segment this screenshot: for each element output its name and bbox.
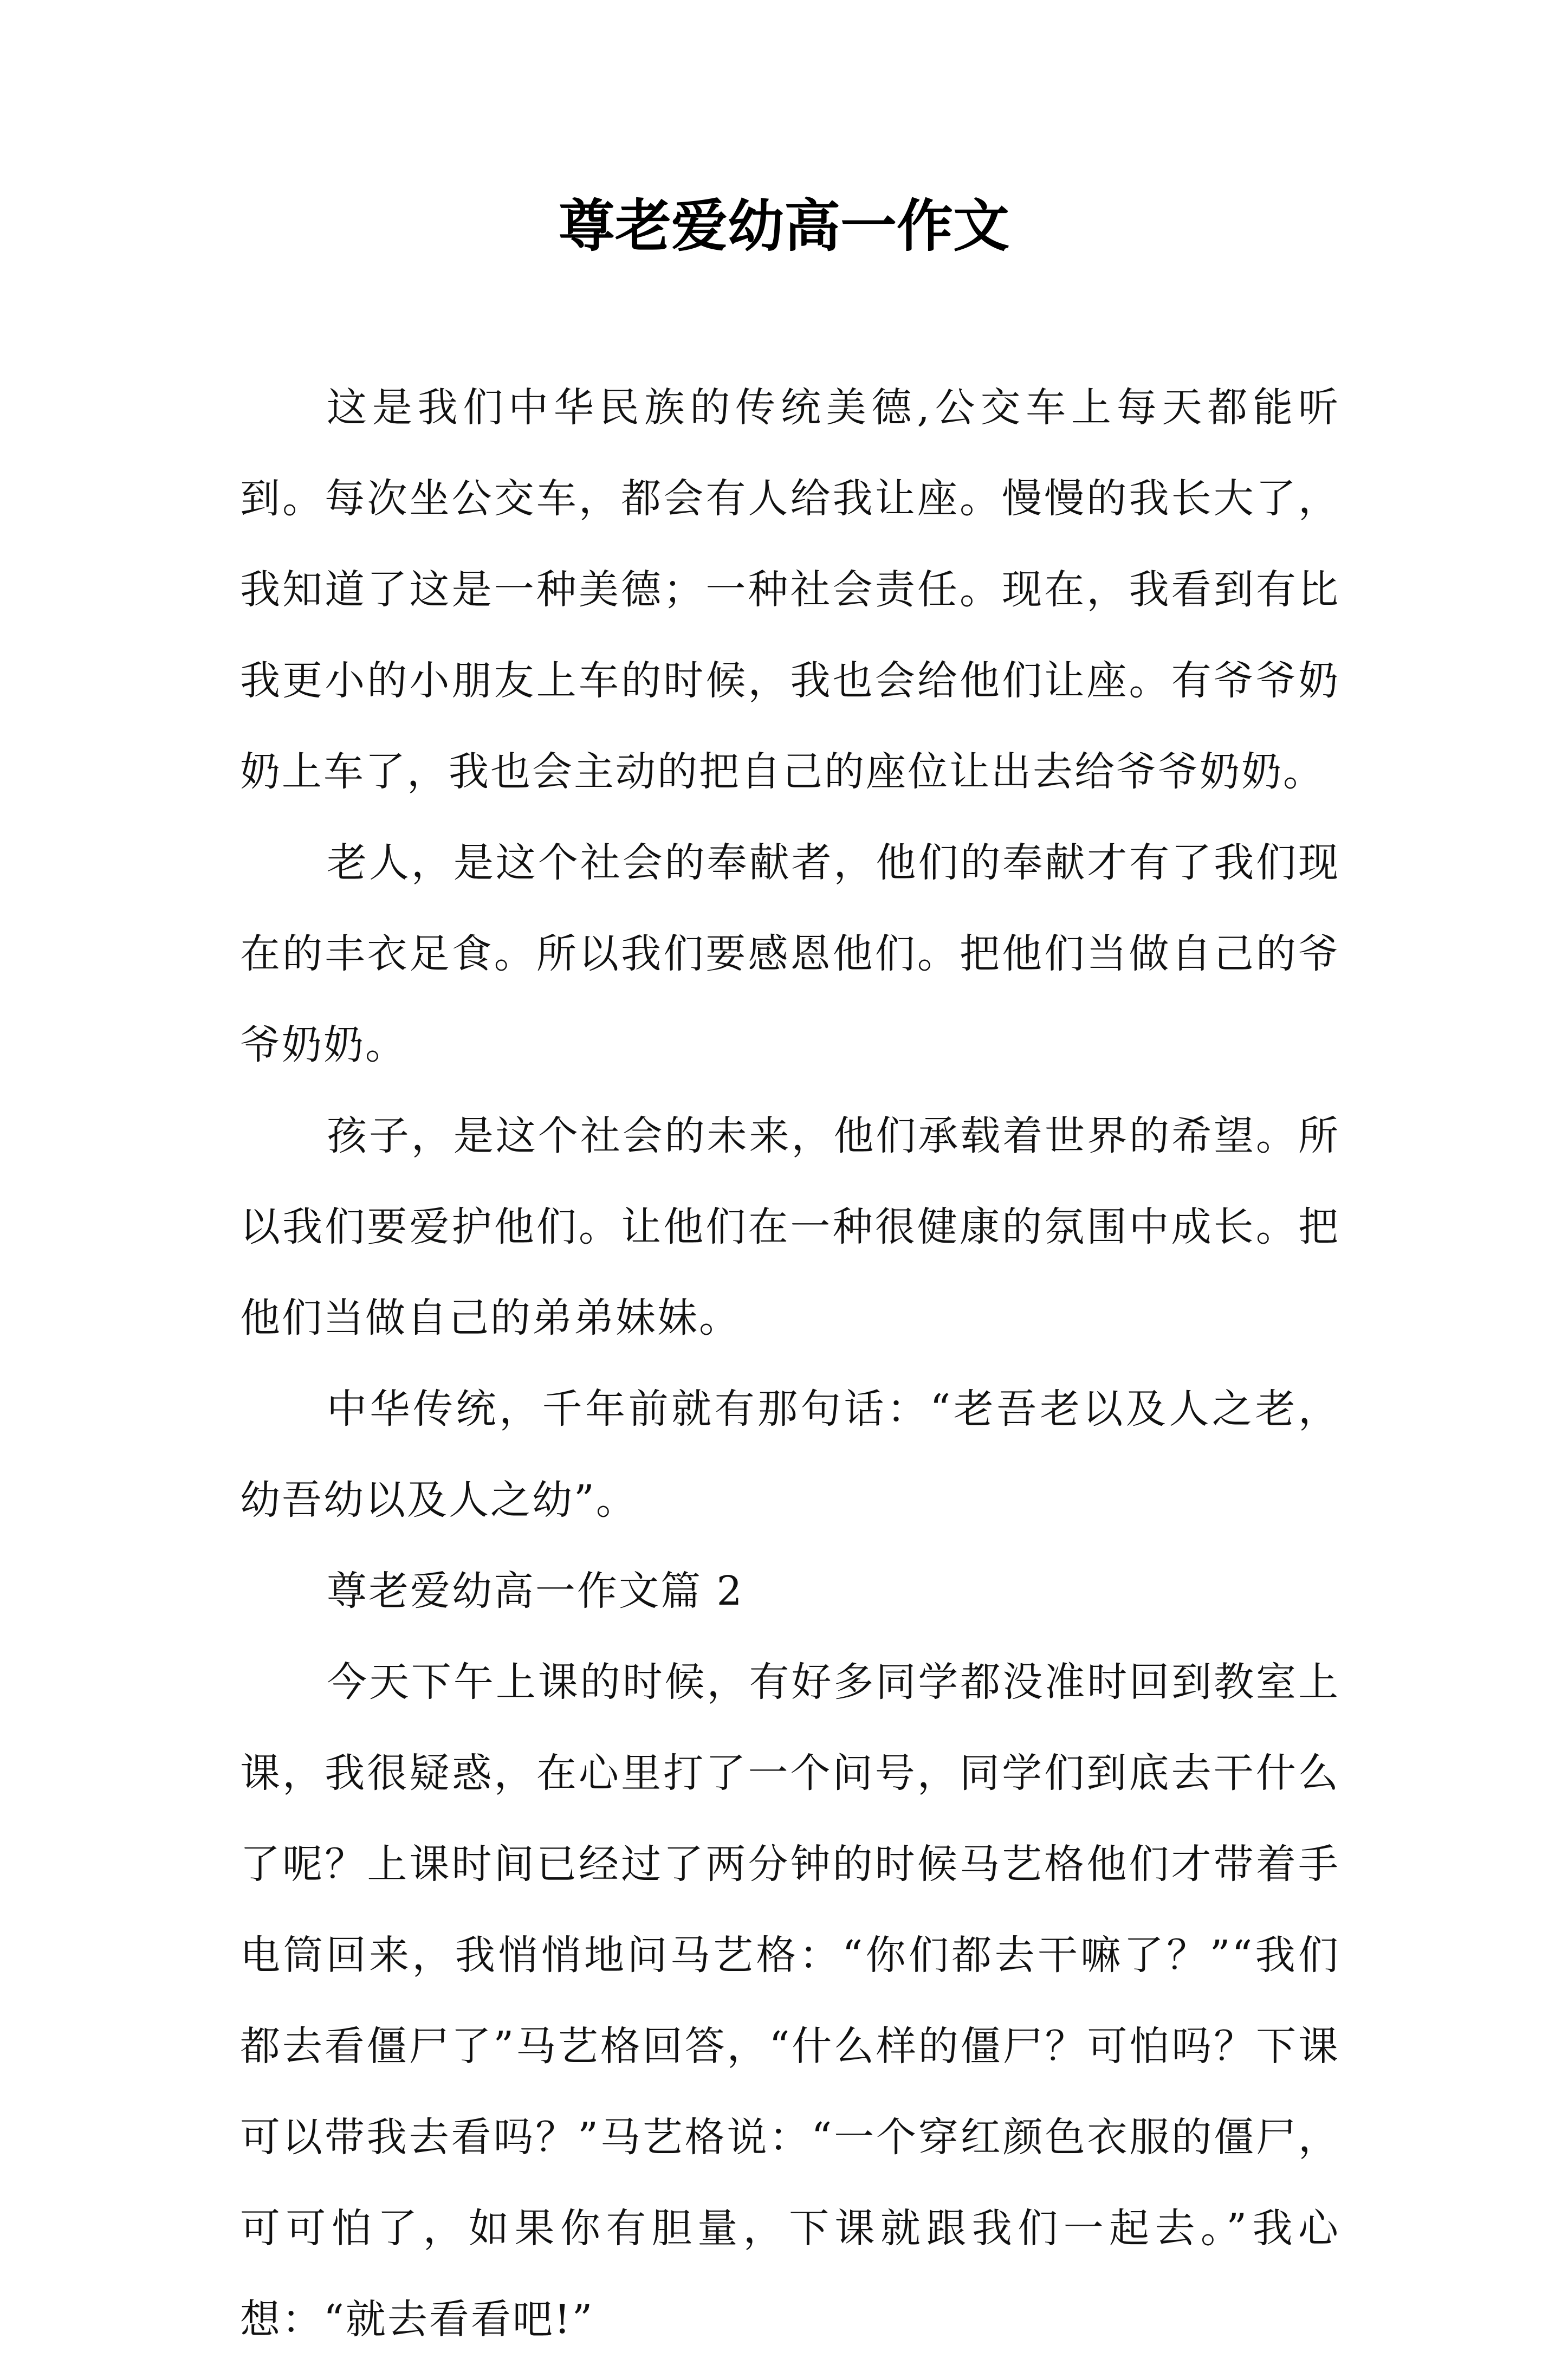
paragraph-2: 老人，是这个社会的奉献者，他们的奉献才有了我们现在的丰衣足食。所以我们要感恩他们。把他们当做自己的爷爷奶奶。 [240,839,1340,1068]
paragraph-5: 今天下午上课的时候，有好多同学都没准时回到教室上课，我很疑惑，在心里打了一个问号，同学们到底去干什么了呢？上课时间已经过了两分钟的时候马艺格他们才带着手电筒回来，我悄悄地问马艺格：“你们都去干嘛了？”“我们都去看僵尸了”马艺格回答，“什么样的僵尸？可怕吗？下课可以带我去看吗？”马艺格说：“一个穿红颜色衣服的僵尸，可可怕了，如果你有胆量，下课就跟我们一起去。”我心想：“就去看看吧!” [240,1659,1340,2343]
paragraph-4: 中华传统，千年前就有那句话：“老吾老以及人之老，幼吾幼以及人之幼”。 [240,1386,1340,1523]
document-body [240,362,1340,2365]
section-heading: 尊老爱幼高一作文篇 2 [327,1568,744,1614]
paragraph-3: 孩子，是这个社会的未来，他们承载着世界的希望。所以我们要爱护他们。让他们在一种很健康的氛围中成长。把他们当做自己的弟弟妹妹。 [240,1113,1340,1341]
document-title: 尊老爱幼高一作文 [558,192,1009,259]
paragraph-1: 这是我们中华民族的传统美德,公交车上每天都能听到。每次坐公交车，都会有人给我让座。慢慢的我长大了，我知道了这是一种美德；一种社会责任。现在，我看到有比我更小的小朋友上车的时候，我也会给他们让座。有爷爷奶奶上车了，我也会主动的把自己的座位让出去给爷爷奶奶。 [240,384,1340,795]
